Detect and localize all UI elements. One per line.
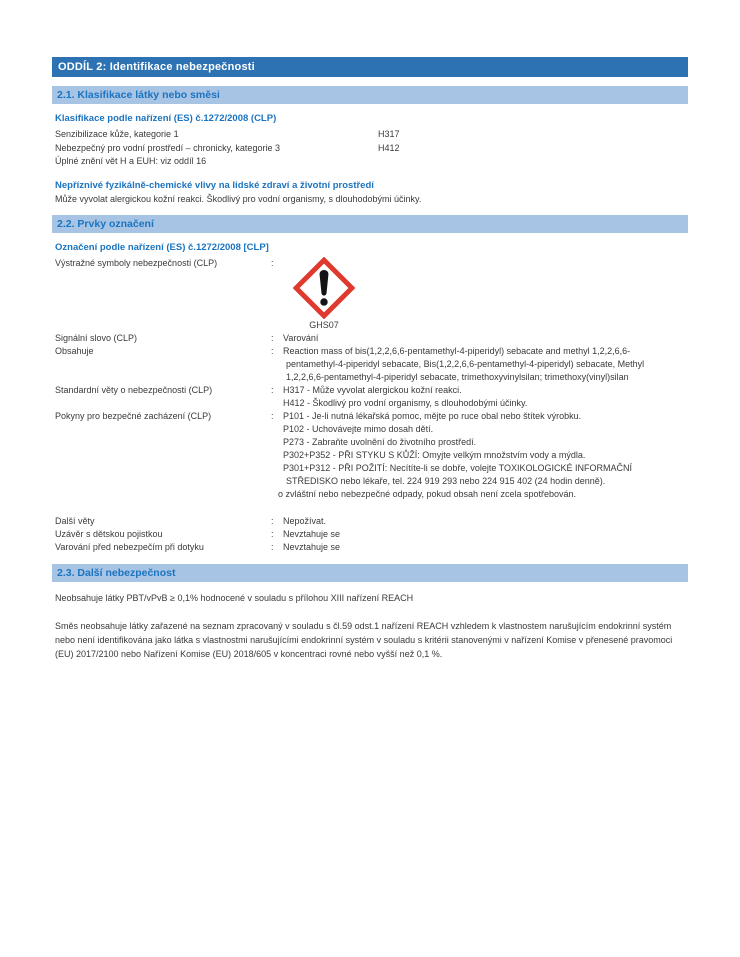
- signal-word-row: [52, 332, 688, 345]
- clp-labelling-heading: Označení podle nařízení (ES) č.1272/2008 [CLP]: [55, 241, 269, 253]
- hazard-statements-row: [52, 384, 688, 410]
- tactile-warning-value: Nevztahuje se: [283, 541, 341, 552]
- pbt-vpvb-statement: Neobsahuje látky PBT/vPvB ≥ 0,1% hodnocené v souladu s přílohou XIII nařízení REACH: [55, 592, 414, 603]
- colon-separator: :: [271, 345, 274, 356]
- colon-separator: :: [271, 541, 274, 552]
- section-2-1-title-bar: [52, 86, 688, 104]
- precautionary-line: P101 - Je-li nutná lékařská pomoc, mějte po ruce obal nebo štítek výrobku.: [283, 410, 582, 421]
- row-label: Varování před nebezpečím při dotyku: [55, 541, 204, 552]
- full-text-reference-note: Úplné znění vět H a EUH: viz oddíl 16: [55, 156, 207, 166]
- contains-line: 1,2,2,6,6-pentamethyl-4-piperidyl sebacate, trimethoxyvinylsilan; trimethoxy(vinyl)silan: [286, 371, 629, 382]
- section-2-2-title-bar: [52, 215, 688, 233]
- classification-label: Senzibilizace kůže, kategorie 1: [55, 129, 179, 139]
- hazard-statements-value: [283, 384, 688, 410]
- contains-value: [283, 345, 688, 384]
- precautionary-line: P102 - Uchovávejte mimo dosah dětí.: [283, 423, 434, 434]
- contains-line: Reaction mass of bis(1,2,2,6,6-pentamethyl-4-piperidyl) sebacate and methyl 1,2,2,6,6-: [283, 345, 631, 356]
- precautionary-line: P302+P352 - PŘI STYKU S KŮŽÍ: Omyjte velkým množstvím vody a mýdla.: [283, 449, 586, 460]
- colon-separator: :: [271, 410, 274, 421]
- colon-separator: :: [271, 332, 274, 343]
- signal-word-value: Varování: [283, 332, 319, 343]
- ghs07-exclamation-pictogram-icon: [293, 257, 355, 319]
- colon-separator: :: [271, 515, 274, 526]
- section-2-title: ODDÍL 2: Identifikace nebezpečnosti: [58, 61, 255, 73]
- classification-row-aquatic-chronic: [52, 142, 688, 156]
- endocrine-disruptor-paragraph: Směs neobsahuje látky zařazené na seznam zpracovaný v souladu s čl.59 odst.1 nařízení REACH vzhledem k vlastnostem narušujícím endokrinní systém nebo není identifikována jako látka s vlastnostmi narušujícími endokrinní systém v souladu s kritérii stanovenými v nařízení Komise v přenesené pravomoci (EU) 2017/2100 nebo Nařízení Komise (EU) 2018/605 v koncentraci rovné nebo vyšší než 0,1 %.: [55, 620, 673, 659]
- hazard-code: H412: [378, 142, 400, 153]
- precautionary-line: STŘEDISKO nebo lékaře, tel. 224 919 293 nebo 224 915 402 (24 hodin denně).: [286, 475, 606, 486]
- row-label: Výstražné symboly nebezpečnosti (CLP): [55, 257, 218, 268]
- colon-separator: :: [271, 384, 274, 395]
- classification-label: Nebezpečný pro vodní prostředí – chronicky, kategorie 3: [55, 142, 280, 153]
- precautionary-statements-value: [278, 410, 688, 501]
- contains-row: [52, 345, 688, 384]
- section-2-title-bar: [52, 57, 688, 77]
- precautionary-line: P273 - Zabraňte uvolnění do životního prostředí.: [283, 436, 477, 447]
- colon-separator: :: [271, 528, 274, 539]
- adverse-effects-text: Může vyvolat alergickou kožní reakci. Škodlivý pro vodní organismy, s dlouhodobými účinky.: [55, 193, 422, 204]
- row-label: Signální slovo (CLP): [55, 332, 138, 343]
- precautionary-statements-row: [52, 410, 688, 501]
- hazard-pictograms-row: [52, 257, 688, 332]
- additional-phrases-value: Nepožívat.: [283, 515, 327, 526]
- section-2-3-title: 2.3. Další nebezpečnost: [57, 566, 176, 579]
- child-resistant-closure-value: Nevztahuje se: [283, 528, 341, 539]
- row-label: Obsahuje: [55, 345, 94, 356]
- colon-separator: :: [271, 257, 274, 268]
- row-label: Další věty: [55, 515, 95, 526]
- section-2-2-title: 2.2. Prvky označení: [57, 217, 154, 230]
- row-label: Pokyny pro bezpečné zacházení (CLP): [55, 410, 212, 421]
- hazard-statement-line: H412 - Škodlivý pro vodní organismy, s dlouhodobými účinky.: [283, 397, 528, 408]
- clp-classification-heading: Klasifikace podle nařízení (ES) č.1272/2008 (CLP): [55, 113, 277, 124]
- hazard-code: H317: [378, 129, 400, 139]
- section-2-3-title-bar: [52, 564, 688, 582]
- labelling-rows: [52, 257, 688, 554]
- row-label: Uzávěr s dětskou pojistkou: [55, 528, 163, 539]
- section-2-1-title: 2.1. Klasifikace látky nebo směsi: [57, 89, 220, 101]
- precautionary-line: P301+P312 - PŘI POŽITÍ: Necítíte-li se dobře, volejte TOXIKOLOGICKÉ INFORMAČNÍ: [283, 462, 633, 473]
- row-label: Standardní věty o nebezpečnosti (CLP): [55, 384, 213, 395]
- hazard-statement-line: H317 - Může vyvolat alergickou kožní reakci.: [283, 384, 462, 395]
- tactile-warning-row: [52, 541, 688, 554]
- child-resistant-closure-row: [52, 528, 688, 541]
- additional-phrases-row: [52, 515, 688, 528]
- pictogram-caption: GHS07: [309, 319, 339, 330]
- pictogram-block: [293, 257, 355, 331]
- precautionary-line: o zvláštní nebo nebezpečné odpady, pokud obsah není zcela spotřebován.: [278, 488, 577, 499]
- classification-row-skin-sensitisation: [52, 128, 688, 142]
- contains-line: pentamethyl-4-piperidyl sebacate, Bis(1,2,2,6,6-pentamethyl-4-piperidyl) sebacate, Methyl: [286, 358, 645, 369]
- classification-list: [52, 128, 688, 169]
- adverse-effects-heading: Nepříznivé fyzikálně-chemické vlivy na lidské zdraví a životní prostředí: [55, 179, 374, 191]
